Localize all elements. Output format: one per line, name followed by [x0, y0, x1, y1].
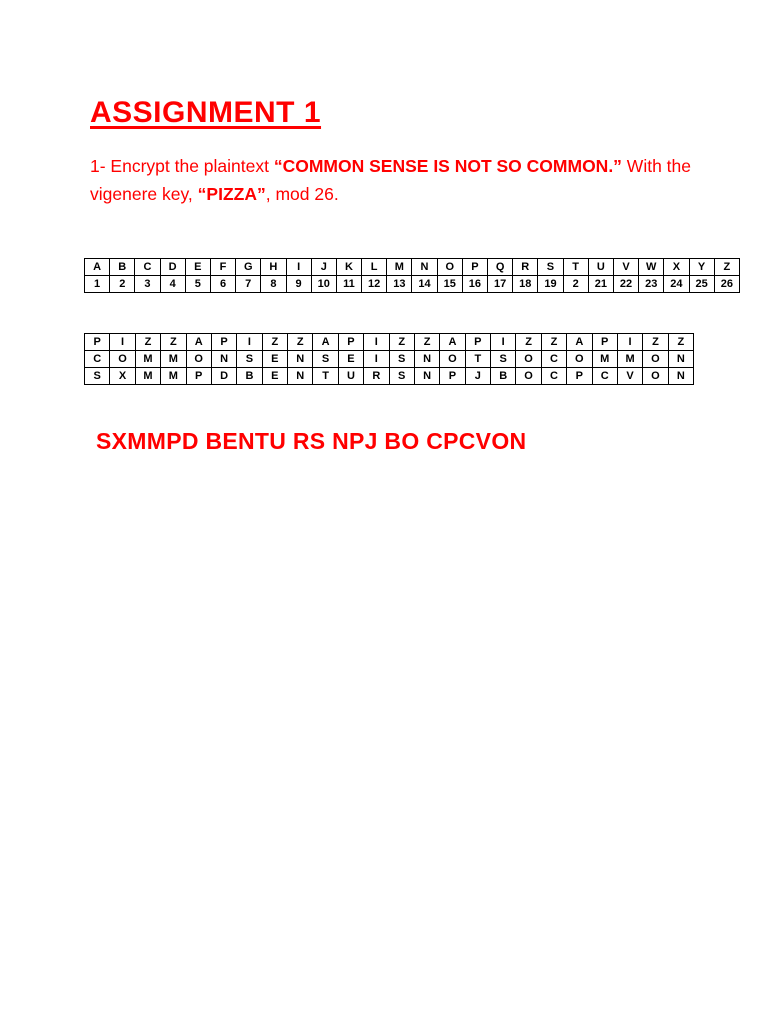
table-cell: Z — [414, 334, 439, 351]
table-cell: Z — [714, 259, 739, 276]
table-cell: Z — [668, 334, 693, 351]
table-cell: M — [387, 259, 412, 276]
table-cell: 11 — [336, 276, 361, 293]
table-cell: M — [617, 351, 642, 368]
table-cell: 25 — [689, 276, 714, 293]
table-cell: E — [185, 259, 210, 276]
table-cell: A — [313, 334, 338, 351]
ciphertext-row — [85, 368, 694, 385]
table-cell: S — [538, 259, 563, 276]
table-cell: H — [261, 259, 286, 276]
table-cell: S — [85, 368, 110, 385]
table-cell: Z — [288, 334, 313, 351]
table-cell: A — [567, 334, 592, 351]
table-cell: T — [313, 368, 338, 385]
table-cell: 21 — [588, 276, 613, 293]
table-cell: Z — [135, 334, 160, 351]
table-cell: B — [491, 368, 516, 385]
table-cell: R — [513, 259, 538, 276]
assignment-title: ASSIGNMENT 1 — [90, 96, 322, 129]
table-cell: I — [237, 334, 262, 351]
table-cell: M — [592, 351, 617, 368]
table-cell: Z — [262, 334, 287, 351]
table-cell: C — [541, 368, 566, 385]
table-cell: M — [135, 368, 160, 385]
table-cell: C — [541, 351, 566, 368]
table-cell: O — [516, 368, 541, 385]
table-cell: I — [364, 334, 389, 351]
table-cell: I — [491, 334, 516, 351]
table-cell: E — [262, 351, 287, 368]
table-cell: V — [613, 259, 638, 276]
table-cell: W — [639, 259, 664, 276]
table-cell: A — [440, 334, 465, 351]
table-cell: S — [389, 368, 414, 385]
table-cell: I — [617, 334, 642, 351]
table-cell: N — [414, 351, 439, 368]
plaintext-row — [85, 351, 694, 368]
question-text — [90, 152, 710, 208]
table-cell: Q — [488, 259, 513, 276]
table-cell: O — [110, 351, 135, 368]
table-cell: P — [567, 368, 592, 385]
table-cell: Z — [516, 334, 541, 351]
table-cell: N — [414, 368, 439, 385]
table-cell: G — [236, 259, 261, 276]
table-cell: Z — [389, 334, 414, 351]
table-cell: M — [161, 351, 186, 368]
table-cell: P — [440, 368, 465, 385]
table-cell: 12 — [362, 276, 387, 293]
table-cell: O — [643, 351, 668, 368]
table-cell: J — [465, 368, 490, 385]
table-cell: X — [110, 368, 135, 385]
table-cell: 9 — [286, 276, 311, 293]
table-cell: S — [237, 351, 262, 368]
table-cell: 17 — [488, 276, 513, 293]
table-cell: B — [110, 259, 135, 276]
table-cell: U — [588, 259, 613, 276]
table-cell: 13 — [387, 276, 412, 293]
table-cell: Z — [541, 334, 566, 351]
table-cell: O — [440, 351, 465, 368]
table-cell: 18 — [513, 276, 538, 293]
table-cell: 3 — [135, 276, 160, 293]
table-cell: S — [389, 351, 414, 368]
table-cell: 14 — [412, 276, 437, 293]
table-cell: B — [237, 368, 262, 385]
table-cell: K — [336, 259, 361, 276]
table-cell: F — [210, 259, 235, 276]
table-cell: P — [85, 334, 110, 351]
table-cell: 1 — [85, 276, 110, 293]
table-cell: 26 — [714, 276, 739, 293]
table-cell: N — [211, 351, 236, 368]
table-cell: M — [161, 368, 186, 385]
table-cell: Y — [689, 259, 714, 276]
ciphertext-answer: SXMMPD BENTU RS NPJ BO CPCVON — [96, 428, 527, 454]
table-cell: P — [462, 259, 487, 276]
table-cell: I — [286, 259, 311, 276]
table-cell: Z — [643, 334, 668, 351]
alphabet-letter-row — [85, 259, 740, 276]
question-suffix: , mod 26. — [265, 184, 339, 204]
key-row — [85, 334, 694, 351]
table-cell: P — [592, 334, 617, 351]
table-cell: 7 — [236, 276, 261, 293]
table-cell: 22 — [613, 276, 638, 293]
table-cell: P — [186, 368, 211, 385]
table-cell: R — [364, 368, 389, 385]
table-cell: N — [288, 351, 313, 368]
table-cell: E — [338, 351, 363, 368]
table-cell: L — [362, 259, 387, 276]
table-cell: J — [311, 259, 336, 276]
table-cell: O — [567, 351, 592, 368]
table-cell: 8 — [261, 276, 286, 293]
table-cell: D — [160, 259, 185, 276]
table-cell: I — [110, 334, 135, 351]
table-cell: T — [563, 259, 588, 276]
table-cell: N — [288, 368, 313, 385]
table-cell: D — [211, 368, 236, 385]
table-cell: I — [364, 351, 389, 368]
table-cell: M — [135, 351, 160, 368]
table-cell: U — [338, 368, 363, 385]
table-cell: 6 — [210, 276, 235, 293]
cipher-table — [84, 333, 694, 385]
alphabet-number-row — [85, 276, 740, 293]
table-cell: S — [313, 351, 338, 368]
table-cell: O — [437, 259, 462, 276]
table-cell: 19 — [538, 276, 563, 293]
table-cell: A — [85, 259, 110, 276]
table-cell: O — [643, 368, 668, 385]
alphabet-table — [84, 258, 740, 293]
table-cell: C — [592, 368, 617, 385]
table-cell: C — [135, 259, 160, 276]
table-cell: Z — [161, 334, 186, 351]
table-cell: P — [211, 334, 236, 351]
table-cell: 2 — [110, 276, 135, 293]
table-cell: O — [516, 351, 541, 368]
table-cell: 10 — [311, 276, 336, 293]
table-cell: 15 — [437, 276, 462, 293]
table-cell: T — [465, 351, 490, 368]
question-key: “PIZZA” — [197, 184, 266, 204]
table-cell: 16 — [462, 276, 487, 293]
table-cell: 2 — [563, 276, 588, 293]
table-cell: O — [186, 351, 211, 368]
question-mid: With the vigenere key, — [90, 156, 691, 204]
table-cell: E — [262, 368, 287, 385]
table-cell: 5 — [185, 276, 210, 293]
table-cell: A — [186, 334, 211, 351]
table-cell: 24 — [664, 276, 689, 293]
table-cell: 4 — [160, 276, 185, 293]
table-cell: 23 — [639, 276, 664, 293]
table-cell: C — [85, 351, 110, 368]
question-prefix: 1- Encrypt the plaintext — [90, 156, 274, 176]
table-cell: N — [668, 351, 693, 368]
question-plaintext: “COMMON SENSE IS NOT SO COMMON.” — [273, 156, 622, 176]
table-cell: N — [412, 259, 437, 276]
table-cell: P — [465, 334, 490, 351]
table-cell: X — [664, 259, 689, 276]
table-cell: P — [338, 334, 363, 351]
table-cell: N — [668, 368, 693, 385]
table-cell: S — [491, 351, 516, 368]
table-cell: V — [617, 368, 642, 385]
